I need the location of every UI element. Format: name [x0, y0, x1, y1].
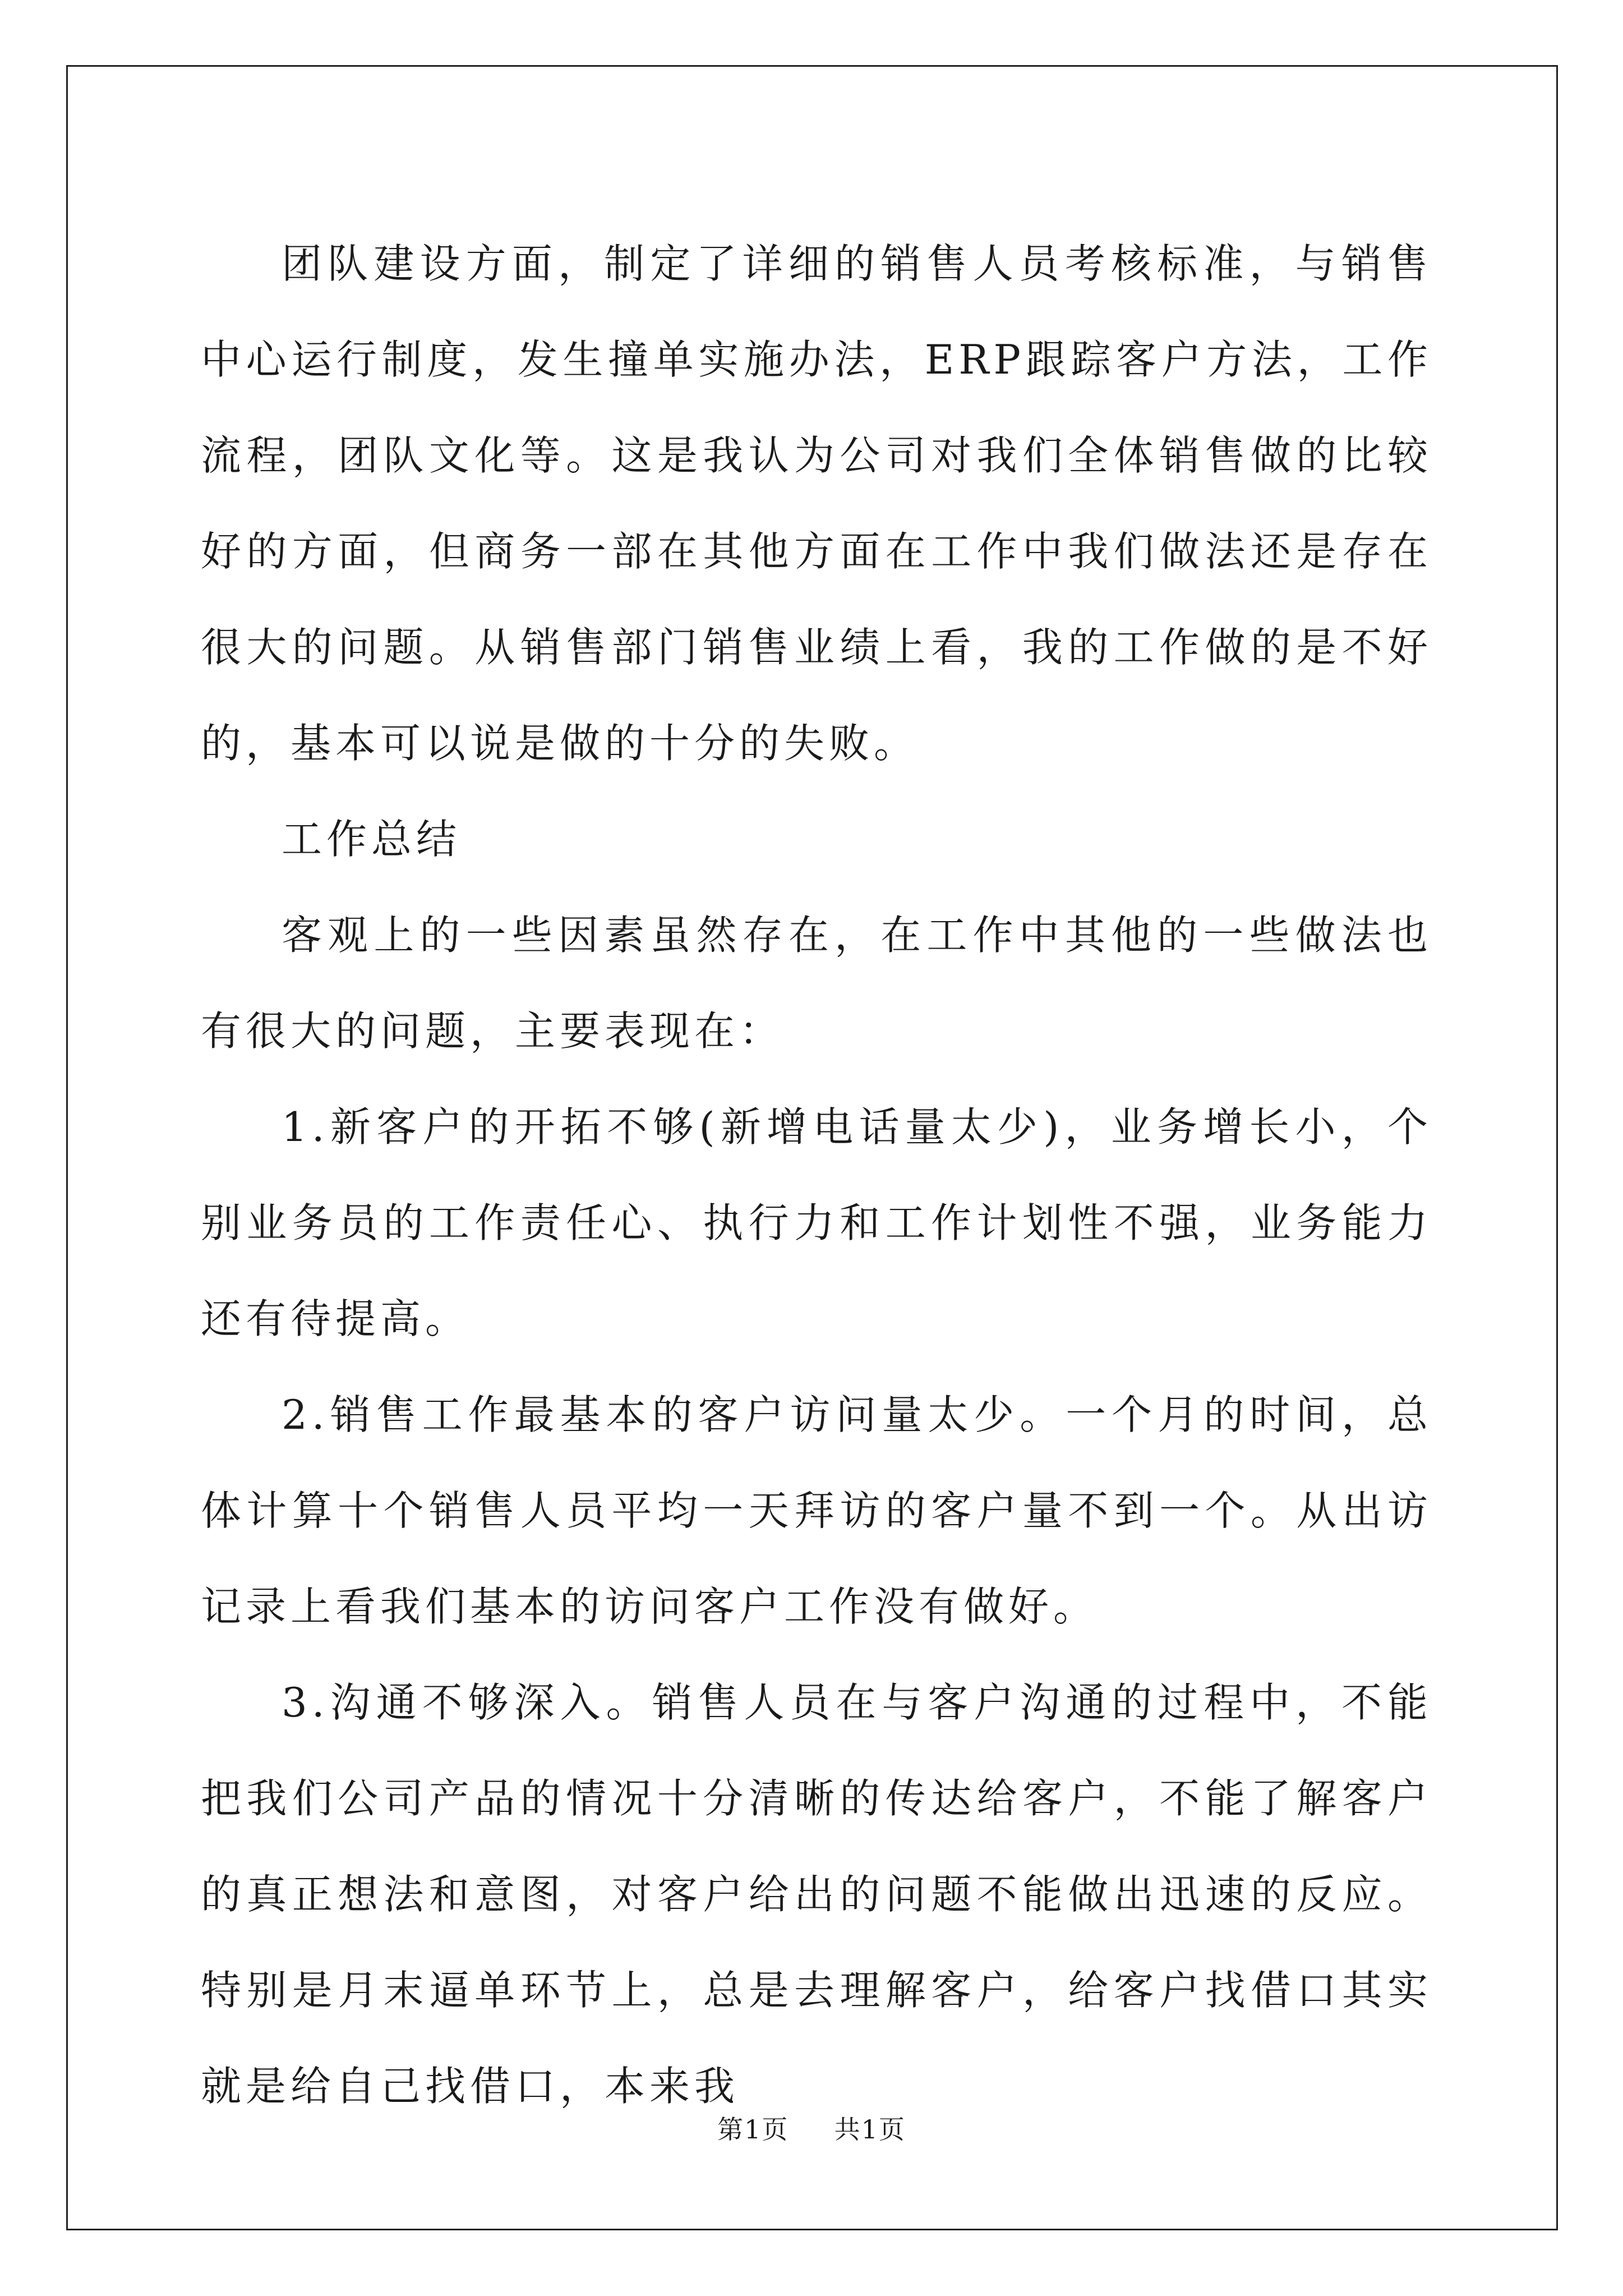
page-number: 第1页 [717, 2114, 789, 2145]
paragraph-problems-intro: 客观上的一些因素虽然存在，在工作中其他的一些做法也有很大的问题，主要表现在： [201, 912, 1432, 1055]
paragraph-item-2: 2.销售工作最基本的客户访问量太少。一个月的时间，总体计算十个销售人员平均一天拜访的客户量不到一个。从出访记录上看我们基本的访问客户工作没有做好。 [201, 1391, 1432, 1630]
page-footer [0, 2109, 1623, 2146]
paragraph-team-building: 团队建设方面，制定了详细的销售人员考核标准，与销售中心运行制度，发生撞单实施办法，ERP跟踪客户方法，工作流程，团队文化等。这是我认为公司对我们全体销售做的比较好的方面，但商务一部在其他方面在工作中我们做法还是存在很大的问题。从销售部门销售业绩上看，我的工作做的是不好的，基本可以说是做的十分的失败。 [201, 240, 1432, 767]
page-total: 共1页 [834, 2114, 906, 2145]
paragraph-heading-work-summary: 工作总结 [282, 816, 462, 863]
document-body [201, 216, 1432, 2134]
paragraph-item-3: 3.沟通不够深入。销售人员在与客户沟通的过程中，不能把我们公司产品的情况十分清晰的传达给客户，不能了解客户的真正想法和意图，对客户给出的问题不能做出迅速的反应。特别是月末逼单环节上，总是去理解客户，给客户找借口其实就是给自己找借口，本来我 [201, 1679, 1432, 2110]
paragraph-item-1: 1.新客户的开拓不够(新增电话量太少)，业务增长小，个别业务员的工作责任心、执行力和工作计划性不强，业务能力还有待提高。 [201, 1103, 1432, 1342]
